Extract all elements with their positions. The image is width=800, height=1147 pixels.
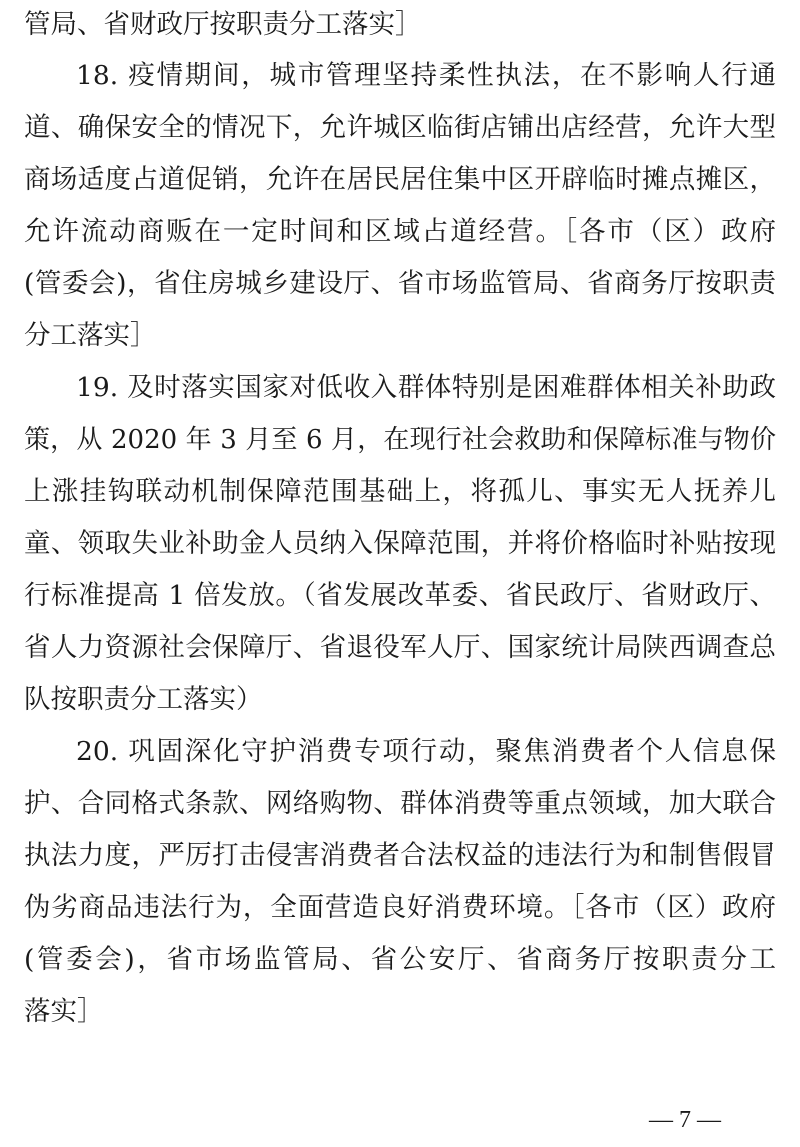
item-18-line: 18. 疫情期间，城市管理坚持柔性执法，在不影响人行通	[76, 60, 776, 91]
page-number: — 7 —	[649, 1107, 721, 1133]
item-19-line: 策，从 2020 年 3 月至 6 月，在现行社会救助和保障标准与物价	[24, 425, 776, 455]
item-18-line: (管委会)，省住房城乡建设厅、省市场监管局、省商务厅按职责	[24, 268, 776, 299]
item-19-line: 童、领取失业补助金人员纳入保障范围，并将价格临时补贴按现	[24, 528, 776, 559]
item-20-line: 20. 巩固深化守护消费专项行动，聚焦消费者个人信息保	[76, 736, 776, 767]
item-19-line: 队按职责分工落实）	[24, 684, 263, 715]
item-18-line: 允许流动商贩在一定时间和区域占道经营。［各市（区）政府	[24, 216, 776, 247]
item-18-line: 道、确保安全的情况下，允许城区临街店铺出店经营，允许大型	[24, 112, 776, 143]
item-19-line: 行标准提高 1 倍发放。（省发展改革委、省民政厅、省财政厅、	[24, 580, 776, 611]
item-20-line: 执法力度，严厉打击侵害消费者合法权益的违法行为和制售假冒	[24, 840, 776, 871]
item-18-line: 分工落实］	[24, 320, 157, 351]
item-20-line: 落实］	[24, 996, 104, 1027]
item-19-line: 19. 及时落实国家对低收入群体特别是困难群体相关补助政	[76, 372, 776, 403]
item-20-line: (管委会)，省市场监管局、省公安厅、省商务厅按职责分工	[24, 944, 776, 975]
carryover-line: 管局、省财政厅按职责分工落实］	[24, 9, 422, 40]
item-18-line: 商场适度占道促销，允许在居民居住集中区开辟临时摊点摊区，	[24, 164, 776, 195]
item-19-line: 省人力资源社会保障厅、省退役军人厅、国家统计局陕西调查总	[24, 632, 776, 663]
item-19-line: 上涨挂钩联动机制保障范围基础上，将孤儿、事实无人抚养儿	[24, 476, 776, 507]
item-20-line: 伪劣商品违法行为，全面营造良好消费环境。［各市（区）政府	[24, 892, 776, 923]
item-20-line: 护、合同格式条款、网络购物、群体消费等重点领域，加大联合	[24, 788, 776, 819]
